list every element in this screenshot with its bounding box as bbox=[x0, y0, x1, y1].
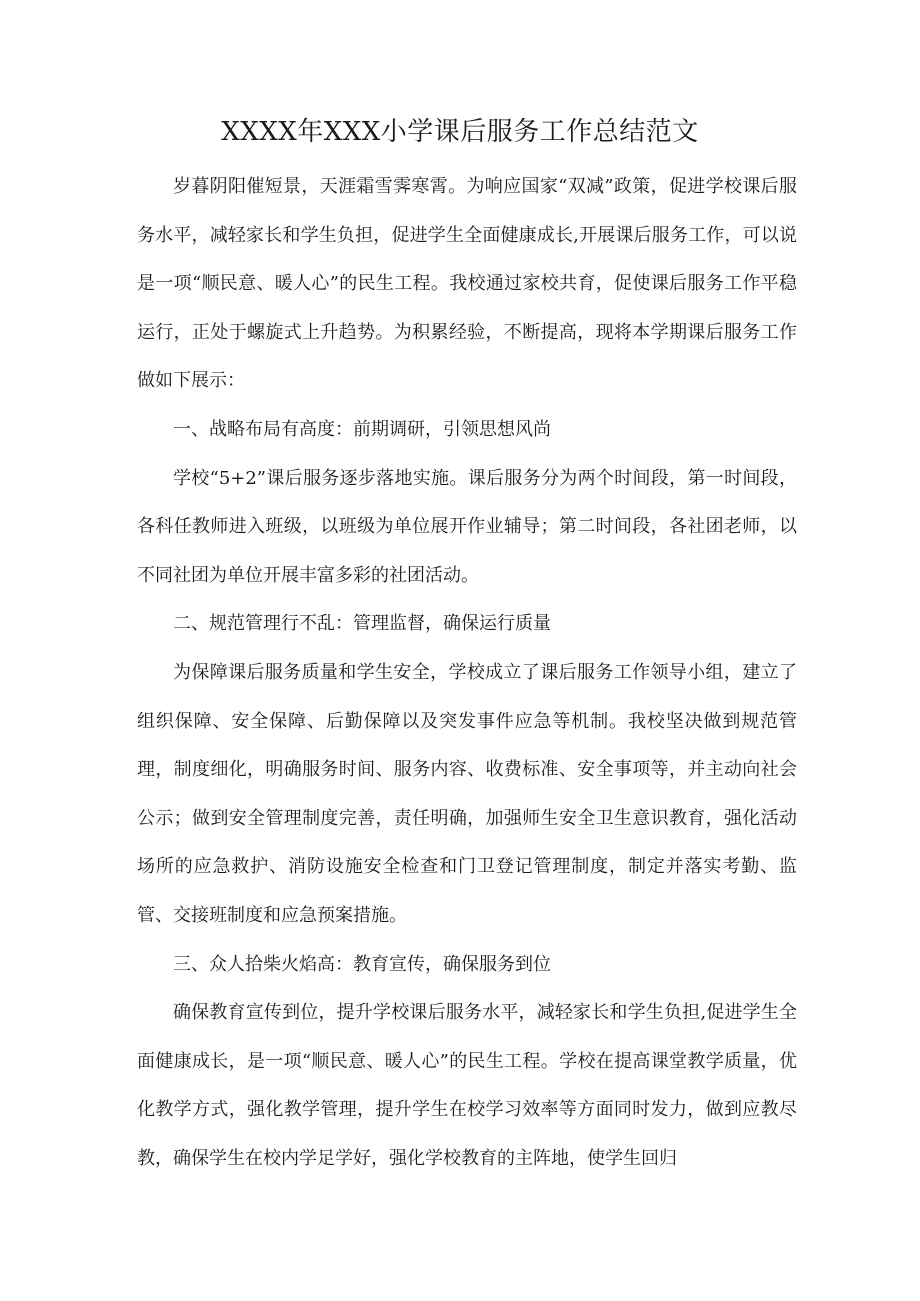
section-1-paragraph: 学校“5+2”课后服务逐步落地实施。课后服务分为两个时间段，第一时间段，各科任教师进入班级，以班级为单位展开作业辅导；第二时间段，各社团老师，以不同社团为单位开展丰富多彩的社团活动。 bbox=[137, 467, 797, 586]
intro-paragraph: 岁暮阴阳催短景，天涯霜雪霁寒霄。为响应国家“双减”政策，促进学校课后服务水平，减轻家长和学生负担，促进学生全面健康成长,开展课后服务工作，可以说是一项“顺民意、暖人心”的民生工程。我校通过家校共育，促使课后服务工作平稳运行，正处于螺旋式上升趋势。为积累经验，不断提高，现将本学期课后服务工作做如下展示： bbox=[137, 176, 797, 392]
section-2-paragraph: 为保障课后服务质量和学生安全，学校成立了课后服务工作领导小组，建立了组织保障、安全保障、后勤保障以及突发事件应急等机制。我校坚决做到规范管理，制度细化，明确服务时间、服务内容、收费标准、安全事项等，并主动向社会公示；做到安全管理制度完善，责任明确，加强师生安全卫生意识教育，强化活动场所的应急救护、消防设施安全检查和门卫登记管理制度，制定并落实考勤、监管、交接班制度和应急预案措施。 bbox=[137, 661, 797, 926]
section-3-heading: 三、众人拾柴火焰高：教育宣传，确保服务到位 bbox=[173, 953, 551, 975]
document-body bbox=[137, 163, 797, 1183]
section-1-heading: 一、战略布局有高度：前期调研，引领思想风尚 bbox=[173, 418, 551, 440]
document-title: XXXX年XXX小学课后服务工作总结范文 bbox=[221, 117, 699, 147]
section-3-paragraph: 确保教育宣传到位，提升学校课后服务水平，减轻家长和学生负担,促进学生全面健康成长，是一项“顺民意、暖人心”的民生工程。学校在提高课堂教学质量，优化教学方式，强化教学管理，提升学生在校学习效率等方面同时发力，做到应教尽教，确保学生在校内学足学好，强化学校教育的主阵地，使学生回归 bbox=[137, 1002, 797, 1169]
section-2-heading: 二、规范管理行不乱：管理监督，确保运行质量 bbox=[173, 613, 551, 635]
